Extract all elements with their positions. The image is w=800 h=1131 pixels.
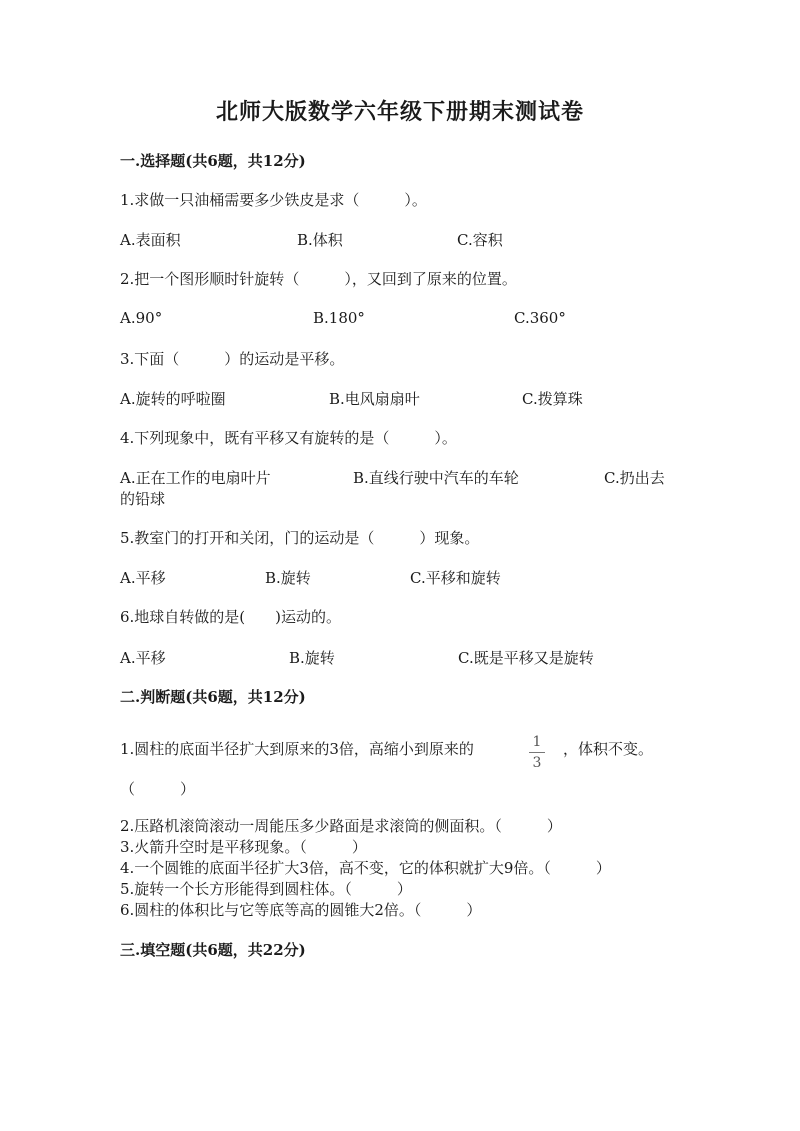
option-a: A.平移 [120, 649, 166, 667]
fraction-one-third [527, 735, 547, 770]
option-c: C.平移和旋转 [410, 569, 501, 587]
fraction-numerator: 1 [532, 734, 542, 750]
question-text: 4.一个圆锥的底面半径扩大3倍，高不变，它的体积就扩大9倍。（ ） [120, 859, 611, 877]
option-c: C.拨算珠 [522, 390, 583, 408]
fraction-bar [529, 752, 545, 753]
option-a: A.表面积 [120, 231, 181, 249]
option-b: B.直线行驶中汽车的车轮 [353, 469, 519, 487]
page-title: 北师大版数学六年级下册期末测试卷 [215, 99, 584, 125]
fraction-denominator: 3 [532, 755, 542, 771]
option-c: C.扔出去 [604, 469, 665, 487]
option-c: C.既是平移又是旋转 [458, 649, 594, 667]
question-text: 5.教室门的打开和关闭，门的运动是（ ）现象。 [120, 529, 480, 547]
option-a: A.正在工作的电扇叶片 [120, 469, 271, 487]
section-heading-fill-in: 三.填空题(共6题，共22分) [120, 941, 306, 959]
question-text: 2.压路机滚筒滚动一周能压多少路面是求滚筒的侧面积。（ ） [120, 817, 562, 835]
question-text: 3.火箭升空时是平移现象。（ ） [120, 838, 367, 856]
question-text: 3.下面（ ）的运动是平移。 [120, 350, 345, 368]
section-heading-choice: 一.选择题(共6题，共12分) [120, 152, 306, 170]
option-b: B.180° [313, 309, 365, 327]
question-text: 4.下列现象中，既有平移又有旋转的是（ ）。 [120, 429, 457, 447]
option-b: B.体积 [297, 231, 343, 249]
option-c: C.容积 [457, 231, 503, 249]
question-text: 2.把一个图形顺时针旋转（ ），又回到了原来的位置。 [120, 270, 517, 288]
option-c-continued: 的铅球 [120, 490, 166, 508]
question-text: 1.求做一只油桶需要多少铁皮是求（ ）。 [120, 191, 427, 209]
question-text: 6.圆柱的体积比与它等底等高的圆锥大2倍。（ ） [120, 901, 482, 919]
option-a: A.平移 [120, 569, 166, 587]
option-b: B.电风扇扇叶 [329, 390, 420, 408]
question-suffix: ，体积不变。 [563, 740, 654, 758]
answer-blank: （ ） [120, 780, 196, 798]
option-b: B.旋转 [265, 569, 311, 587]
question-text: 1.圆柱的底面半径扩大到原来的3倍，高缩小到原来的 [120, 740, 474, 758]
question-text: 6.地球自转做的是( )运动的。 [120, 608, 342, 626]
option-b: B.旋转 [289, 649, 335, 667]
section-heading-judgment: 二.判断题(共6题，共12分) [120, 688, 306, 706]
option-a: A.旋转的呼啦圈 [120, 390, 226, 408]
option-a: A.90° [120, 309, 163, 327]
question-text: 5.旋转一个长方形能得到圆柱体。（ ） [120, 880, 412, 898]
option-c: C.360° [514, 309, 566, 327]
